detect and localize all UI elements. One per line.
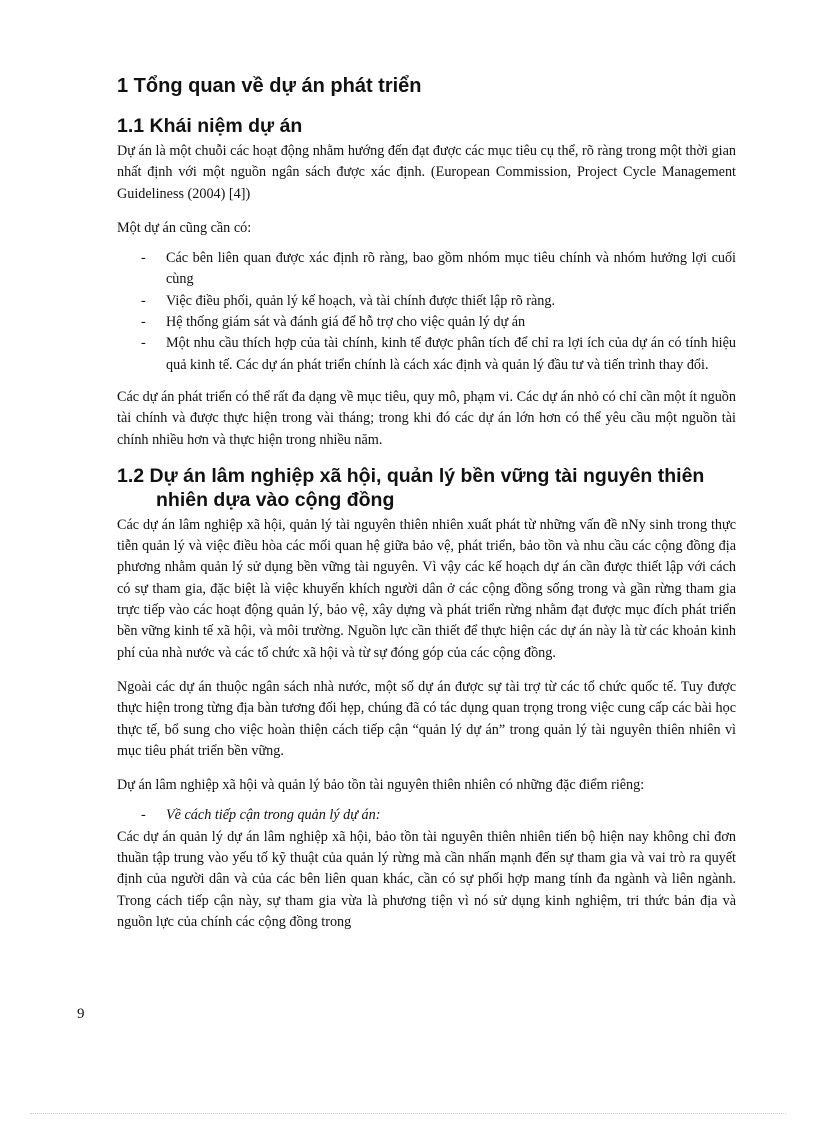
- page-bottom-divider: [30, 1113, 786, 1114]
- section-1-2-heading: 1.2 Dự án lâm nghiệp xã hội, quản lý bền vững tài nguyên thiên nhiên dựa vào cộng đồng: [117, 464, 705, 511]
- list-item: [117, 248, 736, 291]
- dash-bullet: -: [141, 807, 146, 824]
- list-item: [117, 805, 736, 826]
- section-1-2-paragraph-4: Các dự án quản lý dự án lâm nghiệp xã hội, bảo tồn tài nguyên thiên nhiên tiến bộ hiện nay không chỉ đơn thuần tập trung vào yếu tố kỹ thuật của quản lý rừng mà cần nhấn mạnh đến sự tham gia và vai trò ra quyết định của người dân và của các bên liên quan khác, cần có sự phối hợp mang tính đa ngành và liên ngành. Trong cách tiếp cận này, sự tham gia vừa là phương tiện vì nó sử dụng kinh nghiệm, tri thức bản địa và nguồn lực của chính các cộng đồng trong: [117, 828, 736, 930]
- section-1-2-paragraph-2: Ngoài các dự án thuộc ngân sách nhà nước, một số dự án được sự tài trợ từ các tổ chức quốc tế. Tuy được thực hiện trong từng địa bàn tương đối hẹp, chúng đã có tác dụng quan trọng trong việc cung cấp các bài học thực tế, bổ sung cho việc hoàn thiện cách tiếp cận “quản lý dự án” trong quản lý tài nguyên thiên nhiên vì mục tiêu phát triển bền vững.: [117, 678, 736, 759]
- list-item-text: Một nhu cầu thích hợp của tài chính, kinh tế được phân tích để chỉ ra lợi ích của dự án có tính hiệu quả kinh tế. Các dự án phát triển chính là cách xác định và quản lý đầu tư và tiến trình thay đổi.: [166, 335, 736, 373]
- dash-bullet: -: [141, 335, 146, 352]
- dash-bullet: -: [141, 314, 146, 331]
- section-1-2-paragraph-1: Các dự án lâm nghiệp xã hội, quản lý tài nguyên thiên nhiên xuất phát từ những vấn đề nNy sinh trong thực tiễn quản lý và việc điều hòa các mối quan hệ giữa bảo vệ, phát triển, bảo tồn và nhu cầu các cộng đồng địa phương nhằm quản lý sử dụng bền vững tài nguyên. Vì vậy các kế hoạch dự án cần được thiết lập với cách có sự tham gia, đặc biệt là việc khuyến khích người dân ở các cộng đồng sống trong và gần rừng tham gia trực tiếp vào các hoạt động quản lý, bảo vệ, xây dựng và phát triển rừng nhằm đạt được mục đích phát triển bền vững kinh tế xã hội, và môi trường. Nguồn lực cần thiết để thực hiện các dự án này là từ các khoản kinh phí của nhà nước và các tổ chức xã hội và từ sự đóng góp của các cộng đồng.: [117, 516, 736, 661]
- document-page: [117, 72, 736, 946]
- list-item-text: Các bên liên quan được xác định rõ ràng, bao gồm nhóm mục tiêu chính và nhóm hưởng lợi cuối cùng: [166, 250, 736, 288]
- section-1-1-paragraph-3: Các dự án phát triển có thể rất đa dạng về mục tiêu, quy mô, phạm vi. Các dự án nhỏ có chỉ cần một ít nguồn tài chính và được thực hiện trong vài tháng; trong khi đó các dự án lớn hơn có thể yêu cầu một nguồn tài chính nhiều hơn và thực hiện trong nhiều năm.: [117, 388, 736, 448]
- section-1-1-heading: 1.1 Khái niệm dự án: [117, 115, 303, 137]
- page-number: 9: [77, 1006, 85, 1022]
- section-1-1-paragraph-1: Dự án là một chuỗi các hoạt động nhằm hướng đến đạt được các mục tiêu cụ thể, rõ ràng trong một thời gian nhất định với một nguồn ngân sách được xác định. (European Commission, Project Cycle Management Guideliness (2004) [4]): [117, 143, 736, 202]
- list-item: [117, 333, 736, 376]
- section-1-2-paragraph-3: Dự án lâm nghiệp xã hội và quản lý bảo tồn tài nguyên thiên nhiên có những đặc điểm riêng:: [117, 777, 645, 794]
- list-item: [117, 312, 736, 333]
- list-item-text: Hệ thống giám sát và đánh giá để hỗ trợ cho việc quản lý dự án: [166, 314, 526, 331]
- list-item-text: Việc điều phối, quản lý kế hoạch, và tài chính được thiết lập rõ ràng.: [166, 292, 556, 309]
- dash-bullet: -: [141, 292, 146, 309]
- list-item-text: Về cách tiếp cận trong quản lý dự án:: [166, 807, 381, 824]
- section-1-1-paragraph-2: Một dự án cũng cần có:: [117, 219, 252, 236]
- requirements-list: [117, 248, 736, 376]
- characteristics-list: [117, 805, 736, 826]
- list-item: [117, 291, 736, 312]
- dash-bullet: -: [141, 250, 146, 267]
- section-1-heading: 1 Tổng quan về dự án phát triển: [117, 75, 422, 97]
